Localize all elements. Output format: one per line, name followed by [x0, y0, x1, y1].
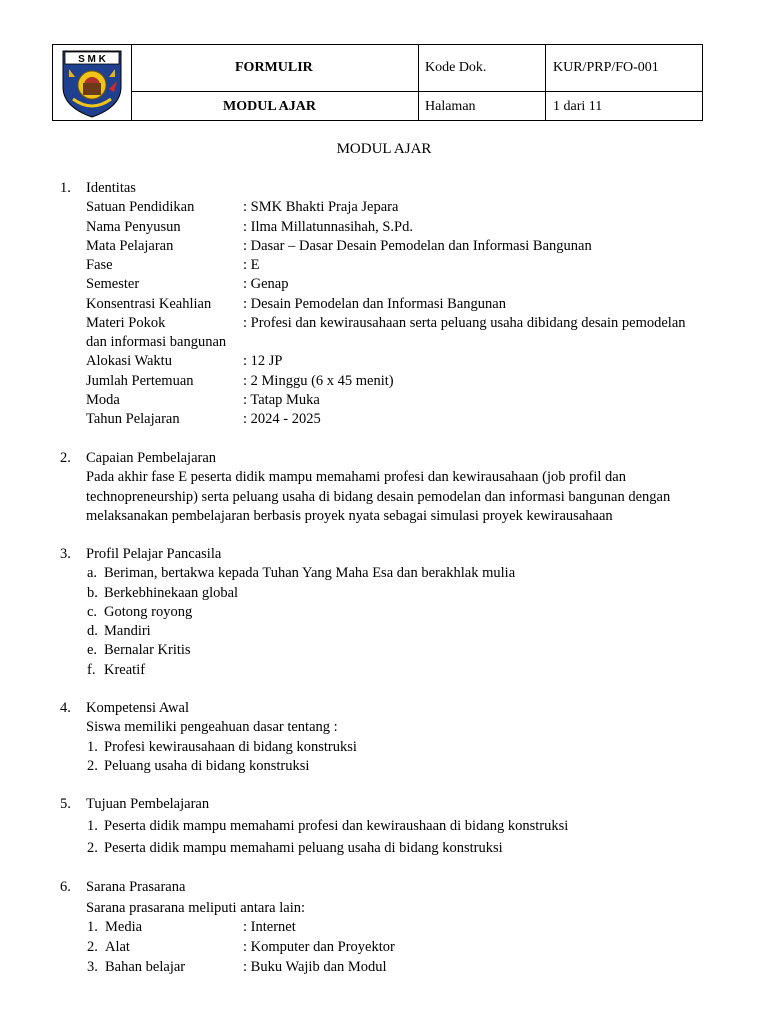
- list-marker: 1.: [87, 818, 98, 834]
- list-item: Beriman, bertakwa kepada Tuhan Yang Maha Esa dan berakhlak mulia: [104, 565, 516, 581]
- section-number: 3.: [60, 546, 71, 562]
- field-value: : Desain Pemodelan dan Informasi Bangunan: [243, 296, 506, 312]
- school-logo-icon: [59, 47, 125, 119]
- field-label: Media: [105, 919, 143, 935]
- kode-dok-value: KUR/PRP/FO-001: [553, 60, 659, 75]
- list-marker: b.: [87, 585, 98, 601]
- field-value: : Buku Wajib dan Modul: [243, 959, 387, 975]
- section-heading: Tujuan Pembelajaran: [86, 796, 210, 812]
- field-value: : 12 JP: [243, 353, 283, 369]
- list-item: Bernalar Kritis: [104, 642, 191, 658]
- field-value: : Profesi dan kewirausahaan serta peluang usaha dibidang desain pemodelan: [243, 315, 686, 331]
- section-number: 1.: [60, 180, 71, 196]
- section-number: 5.: [60, 796, 71, 812]
- list-item: Mandiri: [104, 623, 151, 639]
- section-heading: Capaian Pembelajaran: [86, 450, 217, 466]
- field-label-continued: dan informasi bangunan: [86, 334, 227, 350]
- field-value: : Tatap Muka: [243, 392, 320, 408]
- paragraph-line: technopreneurship) serta peluang usaha di bidang desain pemodelan dan informasi bangunan dengan: [86, 489, 671, 505]
- paragraph-line: Pada akhir fase E peserta didik mampu memahami profesi dan kewirausahaan (job profil dan: [86, 469, 626, 485]
- list-item: Peluang usaha di bidang konstruksi: [104, 758, 310, 774]
- list-item: Peserta didik mampu memahami peluang usaha di bidang konstruksi: [104, 840, 503, 856]
- field-label: Tahun Pelajaran: [86, 411, 180, 427]
- svg-text:S M K: S M K: [78, 54, 106, 65]
- field-label: Materi Pokok: [86, 315, 166, 331]
- section-heading: Profil Pelajar Pancasila: [86, 546, 222, 562]
- field-label: Nama Penyusun: [86, 219, 181, 235]
- list-marker: 2.: [87, 758, 98, 774]
- field-label: Semester: [86, 276, 140, 292]
- field-label: Mata Pelajaran: [86, 238, 174, 254]
- list-item: Kreatif: [104, 662, 146, 678]
- form-header-table: [52, 44, 703, 121]
- field-value: : Ilma Millatunnasihah, S.Pd.: [243, 219, 413, 235]
- field-label: Alokasi Waktu: [86, 353, 172, 369]
- section-number: 4.: [60, 700, 71, 716]
- halaman-label: Halaman: [425, 99, 476, 114]
- section-number: 2.: [60, 450, 71, 466]
- list-marker: 1.: [87, 739, 98, 755]
- kode-dok-label: Kode Dok.: [425, 60, 487, 75]
- field-label: Satuan Pendidikan: [86, 199, 195, 215]
- list-item: Berkebhinekaan global: [104, 585, 239, 601]
- section-intro: Sarana prasarana meliputi antara lain:: [86, 900, 306, 916]
- field-value: : SMK Bhakti Praja Jepara: [243, 199, 399, 215]
- list-marker: d.: [87, 623, 98, 639]
- document-title: MODUL AJAR: [336, 141, 432, 157]
- section-number: 6.: [60, 879, 71, 895]
- list-item: Peserta didik mampu memahami profesi dan kewiraushaan di bidang konstruksi: [104, 818, 569, 834]
- field-value: : Komputer dan Proyektor: [243, 939, 395, 955]
- list-marker: 1.: [87, 919, 98, 935]
- halaman-value: 1 dari 11: [553, 99, 603, 114]
- list-marker: 2.: [87, 939, 98, 955]
- list-item: Gotong royong: [104, 604, 193, 620]
- field-label: Alat: [105, 939, 130, 955]
- field-label: Bahan belajar: [105, 959, 186, 975]
- field-label: Jumlah Pertemuan: [86, 373, 194, 389]
- list-marker: 2.: [87, 840, 98, 856]
- field-value: : 2024 - 2025: [243, 411, 321, 427]
- field-value: : Internet: [243, 919, 296, 935]
- list-marker: c.: [87, 604, 98, 620]
- list-marker: f.: [87, 662, 96, 678]
- field-label: Fase: [86, 257, 113, 273]
- section-heading: Kompetensi Awal: [86, 700, 189, 716]
- field-label: Moda: [86, 392, 120, 408]
- section-heading: Sarana Prasarana: [86, 879, 186, 895]
- paragraph-line: melaksanakan pembelajaran berbasis proyek nyata sebagai simulasi proyek kewirausahaan: [86, 508, 613, 524]
- field-value: : Genap: [243, 276, 289, 292]
- formulir-label: FORMULIR: [235, 60, 313, 75]
- field-label: Konsentrasi Keahlian: [86, 296, 212, 312]
- field-value: : 2 Minggu (6 x 45 menit): [243, 373, 394, 389]
- field-value: : E: [243, 257, 260, 273]
- modul-ajar-label: MODUL AJAR: [223, 99, 316, 114]
- field-value: : Dasar – Dasar Desain Pemodelan dan Informasi Bangunan: [243, 238, 592, 254]
- list-marker: 3.: [87, 959, 98, 975]
- list-marker: e.: [87, 642, 98, 658]
- section-heading: Identitas: [86, 180, 136, 196]
- list-item: Profesi kewirausahaan di bidang konstruksi: [104, 739, 357, 755]
- section-intro: Siswa memiliki pengeahuan dasar tentang :: [86, 719, 338, 735]
- list-marker: a.: [87, 565, 98, 581]
